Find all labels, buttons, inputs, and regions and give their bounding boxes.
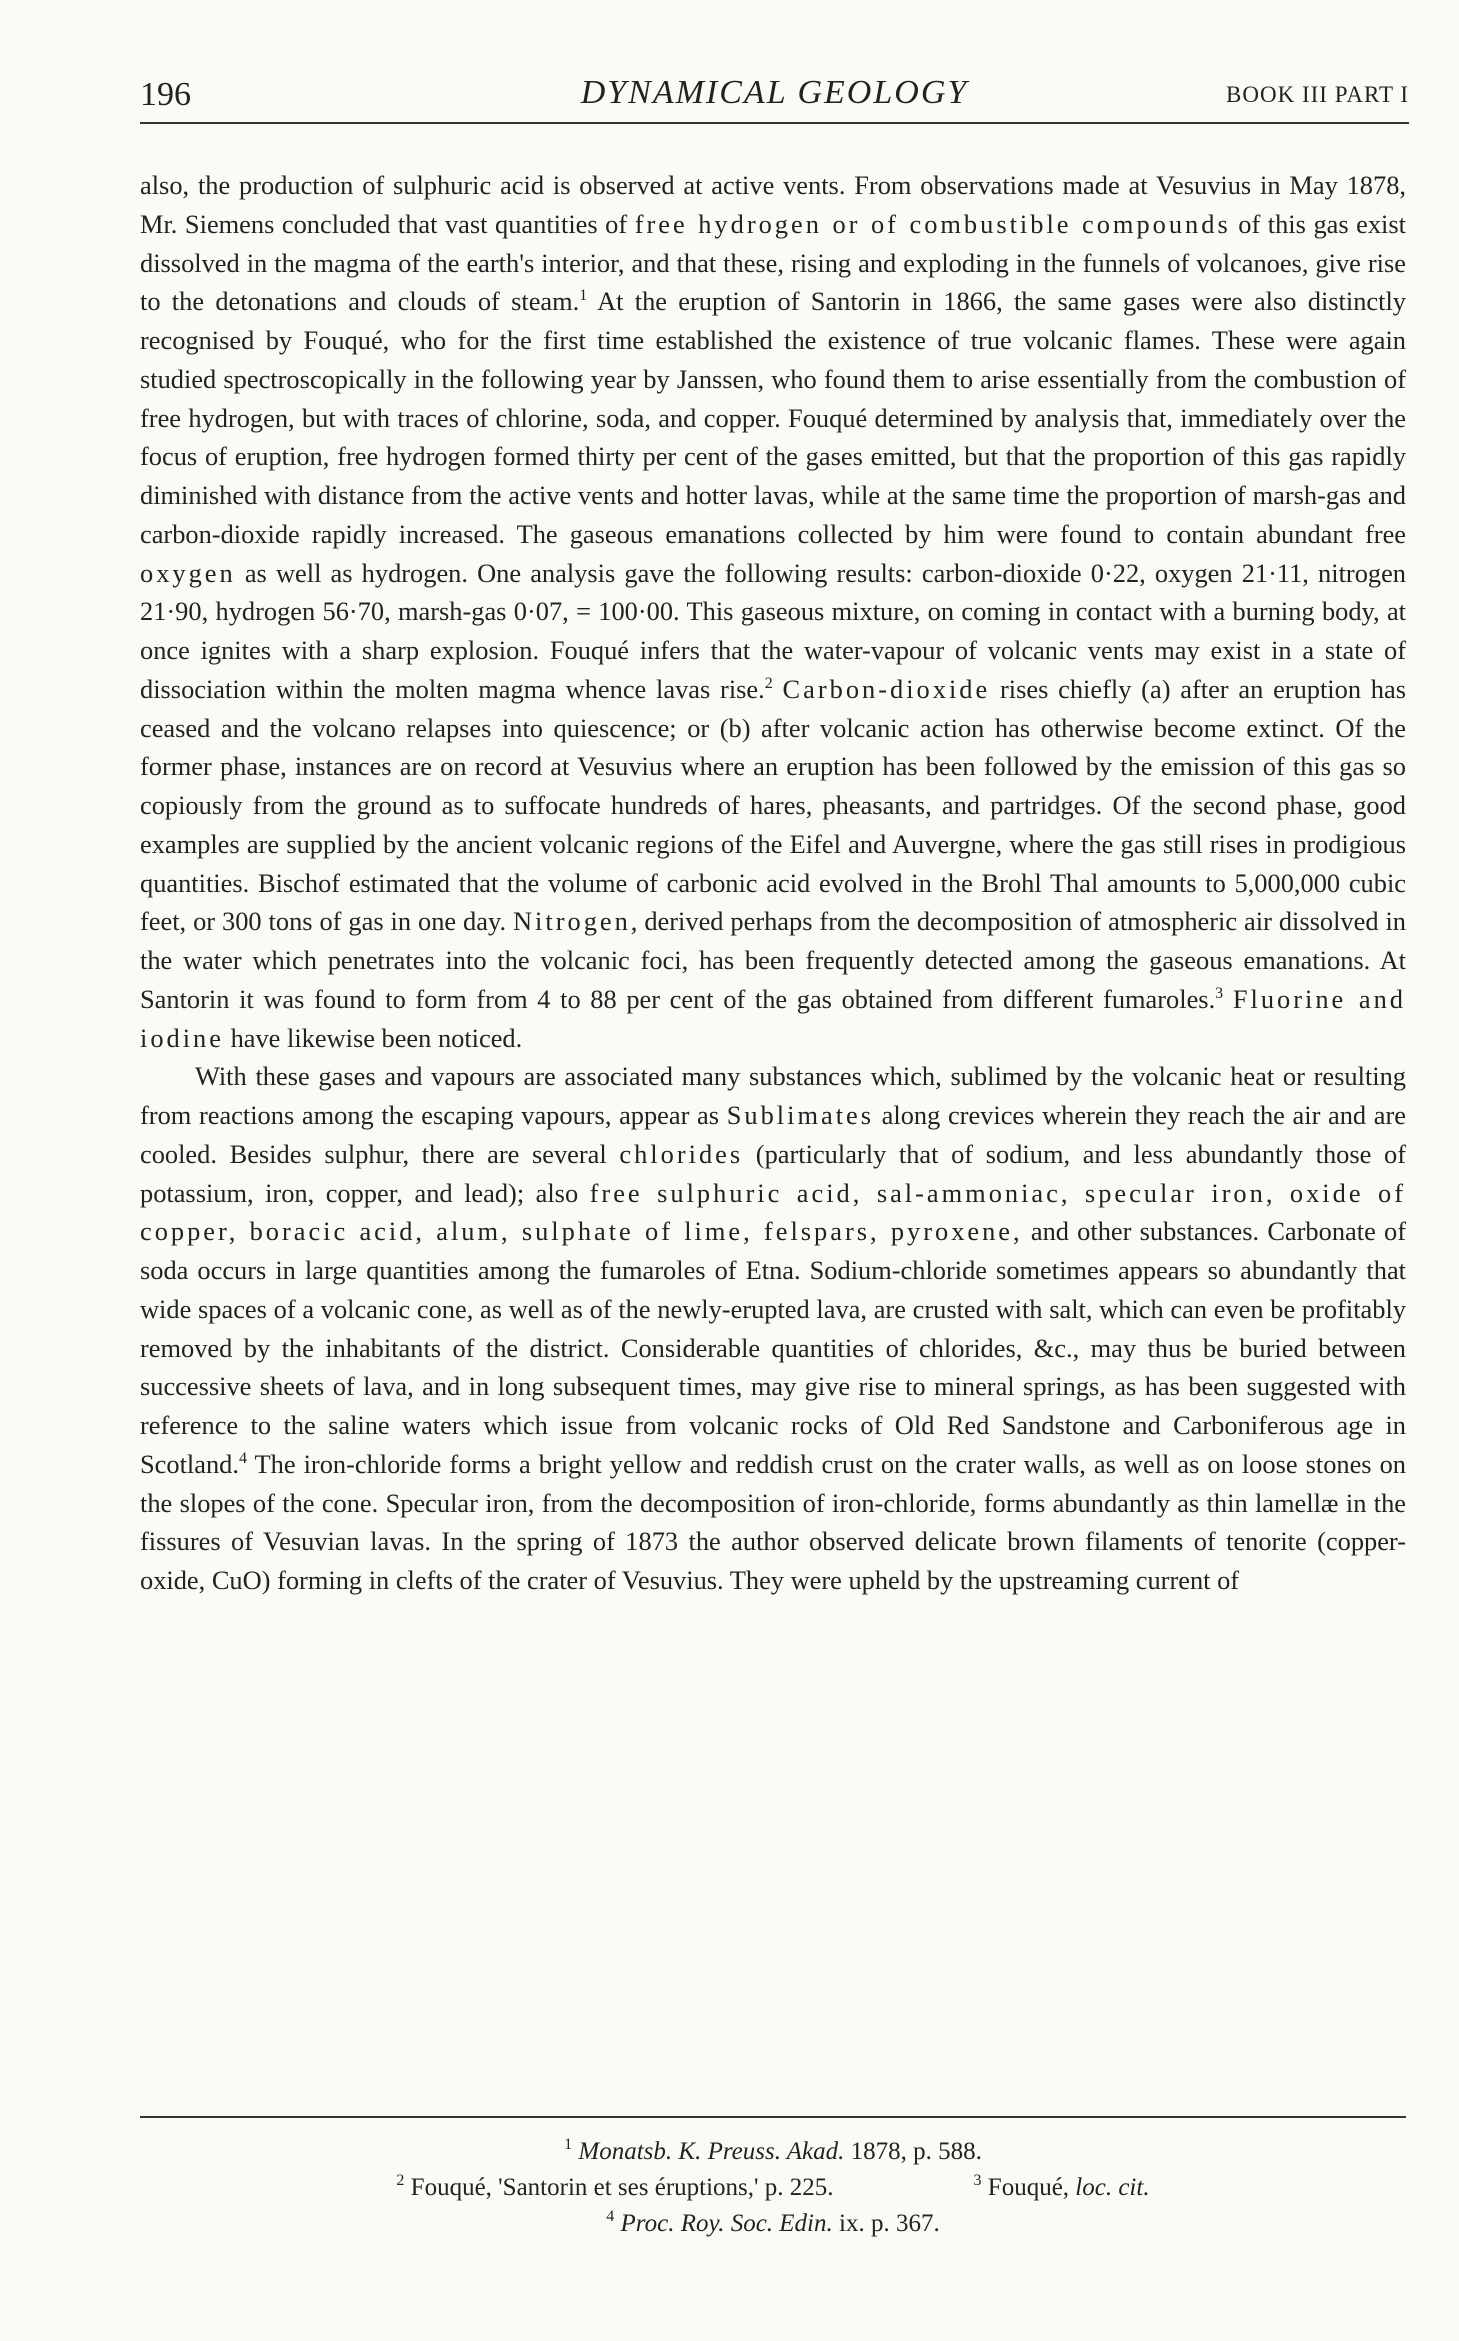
text-run: along crevices wherein they reach the air and are cooled. Besides sulphur, there are several [140,1100,1407,1169]
paragraph-2 [140,1057,1406,1600]
emphasis-term: Carbon-dioxide [782,673,991,704]
footnote-line-2-3 [140,2170,1406,2206]
emphasis-term: free hydrogen or of combustible compounds [634,208,1231,239]
text-run: of this gas exist dissolved in the magma of the earth's interior, and that these, rising and exploding in the funnels of volcanoes, give rise to the detonations and clouds of steam. [140,208,1406,317]
footnote-marker: 1 [579,287,588,305]
text-run: At the eruption of Santorin in 1866, the same gases were also distinctly recognised by Fouqué, who for the first time established the existence of true volcanic flames. These were again studied spectroscopically in the following year by Janssen, who found them to arise essentially from the combustion of free hydrogen, but with traces of chlorine, soda, and copper. Fouqué determined by analysis that, immediately over the focus of eruption, free hydrogen formed thirty per cent of the gases emitted, but that the proportion of this gas rapidly diminished with distance from the active vents and hotter lavas, while at the same time the proportion of marsh-gas and carbon-dioxide rapidly increased. The gaseous emanations collected by him were found to contain abundant free [140,286,1406,549]
running-header [140,72,1409,124]
text-run: The iron-chloride forms a bright yellow and reddish crust on the crater walls, as well as on loose stones on the slopes of the cone. Specular iron, from the decomposition of iron-chloride, forms abundantly as thin lamellæ in the fissures of Vesuvian lavas. In the spring of 1873 the author observed delicate brown filaments of tenorite (copper-oxide, CuO) forming in clefts of the crater of Vesuvius. They were upheld by the upstreaming current of [140,1448,1406,1595]
footnote-text: 1878, p. 588. [844,2138,982,2165]
footnote-mark: 2 [396,2172,405,2189]
footnote-reference: loc. cit. [1075,2174,1150,2201]
footnote-4 [140,2206,1406,2242]
emphasis-term: Nitrogen [512,906,631,937]
footnote-marker: 2 [764,674,773,692]
running-title: DYNAMICAL GEOLOGY [580,74,969,111]
paragraph-1 [140,166,1406,1057]
text-run: rises chiefly (a) after an eruption has ceased and the volcano relapses into quiescence; or (b) after volcanic action has otherwise become extinct. Of the former phase, instances are on record at Vesuvius where an eruption has been followed by the emission of this gas so copiously from the ground as to suffocate hundreds of hares, pheasants, and partridges. Of the second phase, good examples are supplied by the ancient volcanic regions of the Eifel and Auvergne, where the gas still rises in prodigious quantities. Bischof estimated that the volume of carbonic acid evolved in the Brohl Thal amounts to 5,000,000 cubic feet, or 300 tons of gas in one day. [140,673,1406,937]
text-run: as well as hydrogen. One analysis gave the following results: carbon-dioxide 0·22, oxygen 21·11, nitrogen 21·90, hydrogen 56·70, marsh-gas 0·07, = 100·00. This gaseous mixture, on coming in contact with a burning body, at once ignites with a sharp explosion. Fouqué infers that the water-vapour of volcanic vents may exist in a state of dissociation within the molten magma whence lavas rise. [140,557,1406,704]
emphasis-term: free sulphuric acid, sal-ammoniac, specular iron, oxide of copper, boracic acid, alum, sulphate of lime, felspars, pyroxene, [140,1177,1406,1247]
footnote-mark: 4 [606,2208,615,2225]
text-run: and other substances. Carbonate of soda occurs in large quantities among the fumaroles of Etna. Sodium-chloride sometimes appears so abundantly that wide spaces of a volcanic cone, as well as of the newly-erupted lava, are crusted with salt, which can even be profitably removed by the inhabitants of the district. Considerable quantities of chlorides, &c., may thus be buried between successive sheets of lava, and in long subsequent times, may give rise to mineral springs, as has been suggested with reference to the saline waters which issue from volcanic rocks of Old Red Sandstone and Carboniferous age in Scotland. [140,1216,1406,1479]
emphasis-term: Sublimates [726,1100,875,1130]
body-text [140,166,1406,1600]
book-part-label: BOOK III PART I [1226,82,1409,107]
footnote-text: Fouqué, 'Santorin et ses éruptions,' p. 225. [410,2174,834,2201]
footnote-1 [140,2134,1406,2170]
footnote-mark: 1 [564,2136,573,2153]
text-run: also, the production of sulphuric acid is observed at active vents. From observations made at Vesuvius in May 1878, Mr. Siemens concluded that vast quantities of [140,170,1406,239]
footnote-reference: Monatsb. K. Preuss. Akad. [578,2138,845,2165]
footnote-reference: Proc. Roy. Soc. Edin. [620,2210,833,2237]
emphasis-term: oxygen [140,557,236,588]
text-run: have likewise been noticed. [223,1022,523,1053]
footnote-divider [140,2116,1406,2118]
text-run [1223,984,1233,1014]
text-run: , derived perhaps from the decomposition of atmospheric air dissolved in the water which penetrates into the volcanic foci, has been frequently detected among the gaseous emanations. At Santorin it was found to form from 4 to 88 per cent of the gas obtained from different fumaroles. [140,906,1406,1014]
footnote-marker: 3 [1215,984,1224,1002]
text-run [773,674,783,704]
emphasis-term: chlorides [619,1138,744,1169]
footnotes [140,2134,1406,2242]
footnote-3 [974,2174,1150,2201]
page-number: 196 [140,76,191,113]
text-run: (particularly that of sodium, and less abundantly those of potassium, iron, copper, and lead); also [140,1138,1406,1208]
footnote-marker: 4 [238,1449,247,1467]
footnote-text: ix. p. 367. [832,2210,940,2237]
text-run: With these gases and vapours are associated many substances which, sublimed by the volcanic heat or resulting from reactions among the escaping vapours, appear as [140,1061,1406,1130]
footnote-mark: 3 [973,2172,982,2189]
footnote-2 [396,2174,833,2201]
emphasis-term: Fluorine and iodine [140,983,1406,1053]
footnote-text: Fouqué, [987,2174,1076,2201]
